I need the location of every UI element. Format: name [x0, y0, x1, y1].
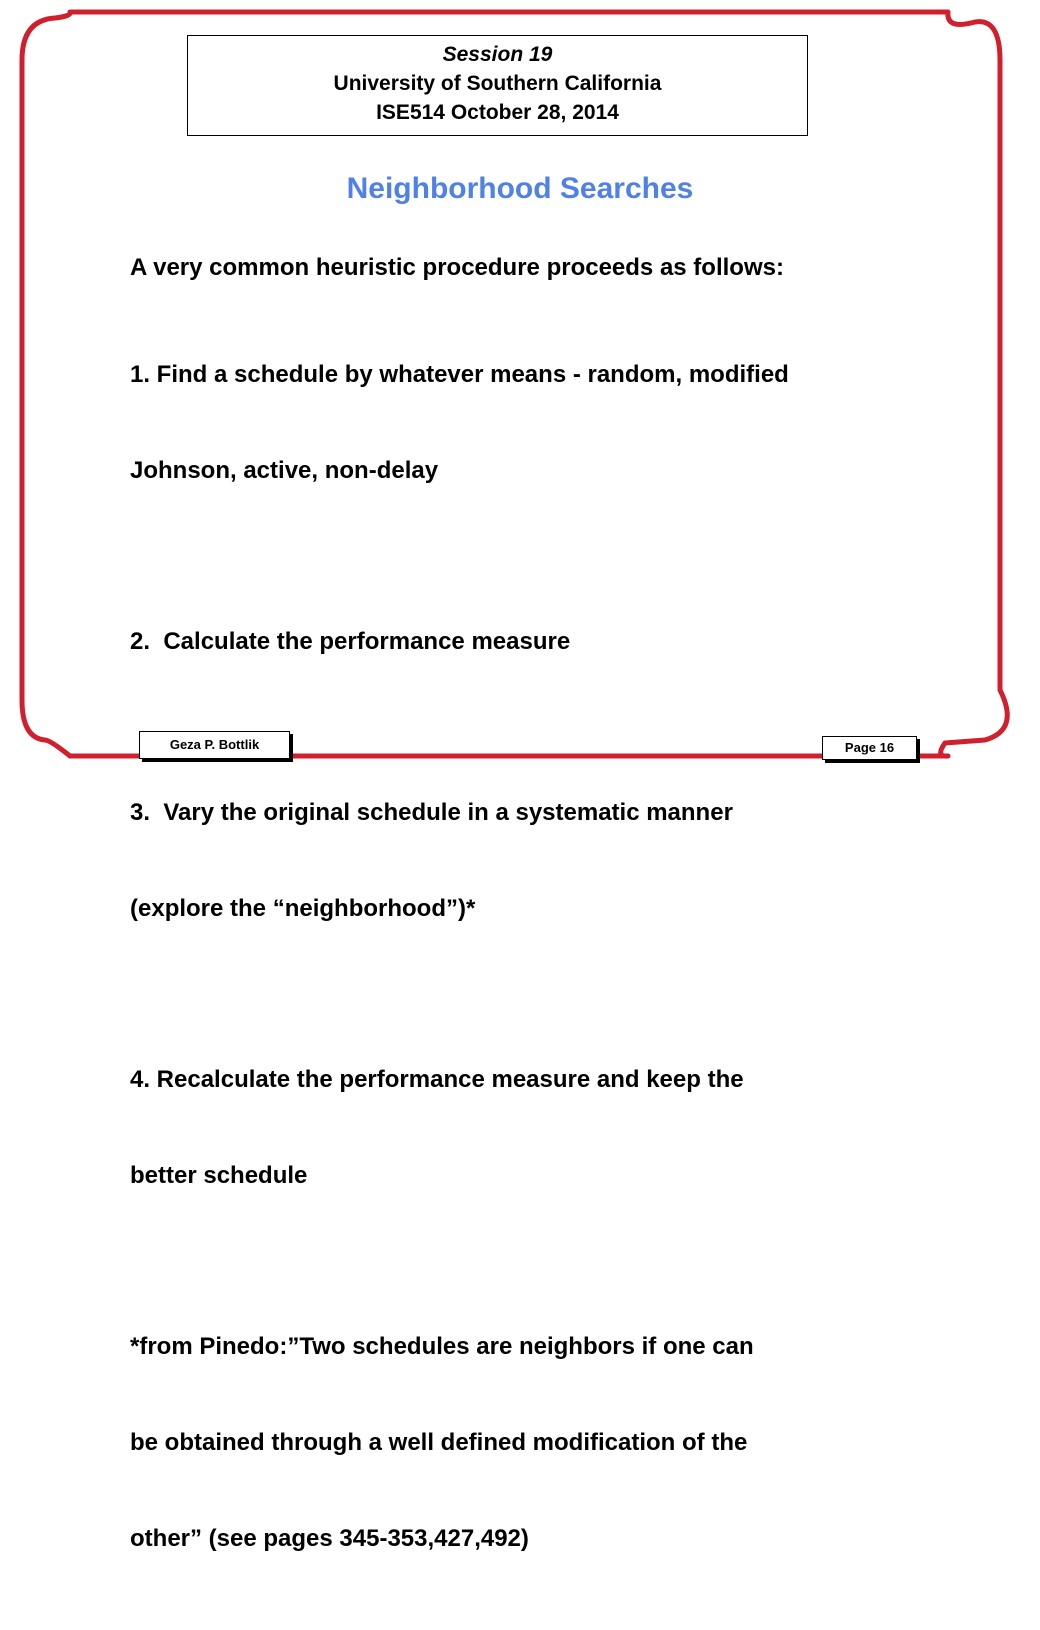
slide-title: Neighborhood Searches [346, 172, 694, 205]
step-1-line-2: Johnson, active, non-delay [130, 457, 439, 484]
step-1-line-1: 1. Find a schedule by whatever means - random, modified [130, 361, 789, 388]
step-4-line-1: 4. Recalculate the performance measure and keep the [130, 1066, 744, 1093]
author-box: Geza P. Bottlik [139, 731, 290, 759]
slide-body [130, 252, 930, 1630]
session-label: Session 19 [442, 43, 553, 66]
footnote-line-1: *from Pinedo:”Two schedules are neighbors if one can [130, 1333, 754, 1360]
step-4-line-2: better schedule [130, 1162, 308, 1189]
intro-text: A very common heuristic procedure proceeds as follows: [130, 254, 784, 281]
step-4 [130, 1000, 930, 1256]
session-header [187, 35, 808, 136]
step-3-line-2: (explore the “neighborhood”)* [130, 895, 476, 922]
course-date-label: ISE514 October 28, 2014 [376, 101, 619, 124]
footnote-line-2: be obtained through a well defined modification of the [130, 1429, 748, 1456]
step-1 [130, 295, 930, 551]
step-2-line-1: 2. Calculate the performance measure [130, 628, 571, 655]
step-2 [130, 562, 930, 722]
page-number-box: Page 16 [822, 736, 917, 760]
footnote-line-3: other” (see pages 345-353,427,492) [130, 1525, 529, 1552]
step-3 [130, 733, 930, 989]
university-label: University of Southern California [333, 72, 662, 95]
step-3-line-1: 3. Vary the original schedule in a systematic manner [130, 799, 733, 826]
footnote [130, 1267, 930, 1619]
